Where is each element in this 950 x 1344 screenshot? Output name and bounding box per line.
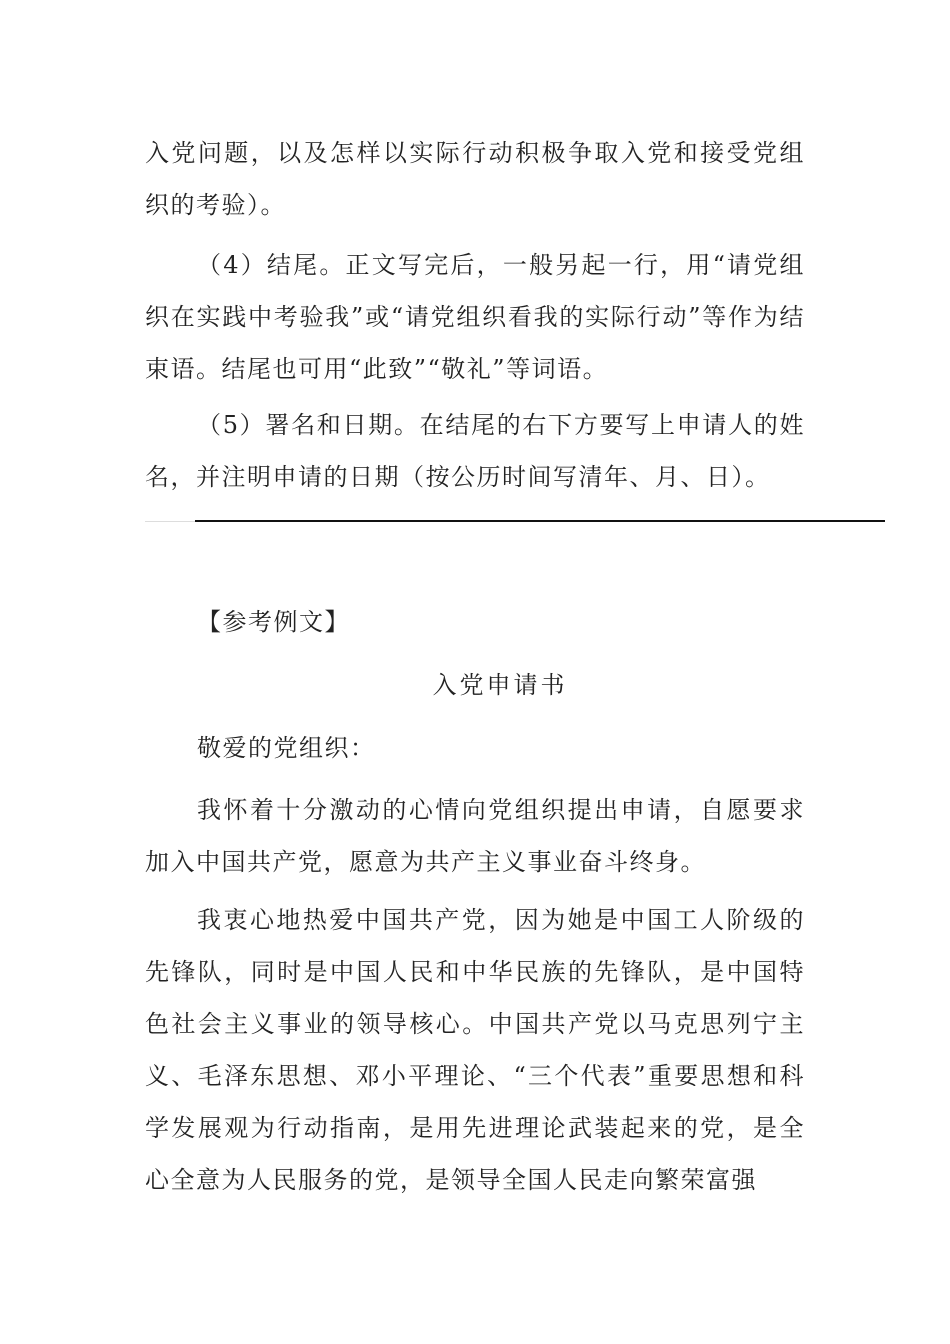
faint-divider-segment <box>145 521 195 522</box>
application-title: 入党申请书 <box>432 671 568 699</box>
signature-date-paragraph: （5）署名和日期。在结尾的右下方要写上申请人的姓名，并注明申请的日期（按公历时间写清年、月、日）。 <box>145 411 805 491</box>
section-divider <box>195 520 885 522</box>
salutation: 敬爱的党组织： <box>197 734 376 762</box>
example-paragraph-1: 我怀着十分激动的心情向党组织提出申请，自愿要求加入中国共产党，愿意为共产主义事业奋斗终身。 <box>145 796 805 876</box>
example-paragraph-2: 我衷心地热爱中国共产党，因为她是中国工人阶级的先锋队，同时是中国人民和中华民族的先锋队，是中国特色社会主义事业的领导核心。中国共产党以马克思列宁主义、毛泽东思想、邓小平理论、“三个代表”重要思想和科学发展观为行动指南，是用先进理论武装起来的党，是全心全意为人民服务的党，是领导全国人民走向繁荣富强 <box>145 906 805 1194</box>
ending-paragraph: （4）结尾。正文写完后，一般另起一行，用“请党组织在实践中考验我”或“请党组织看我的实际行动”等作为结束语。结尾也可用“此致”“敬礼”等词语。 <box>145 251 805 383</box>
continuation-paragraph: 入党问题，以及怎样以实际行动积极争取入党和接受党组织的考验）。 <box>145 139 805 219</box>
reference-example-heading: 【参考例文】 <box>197 608 350 636</box>
